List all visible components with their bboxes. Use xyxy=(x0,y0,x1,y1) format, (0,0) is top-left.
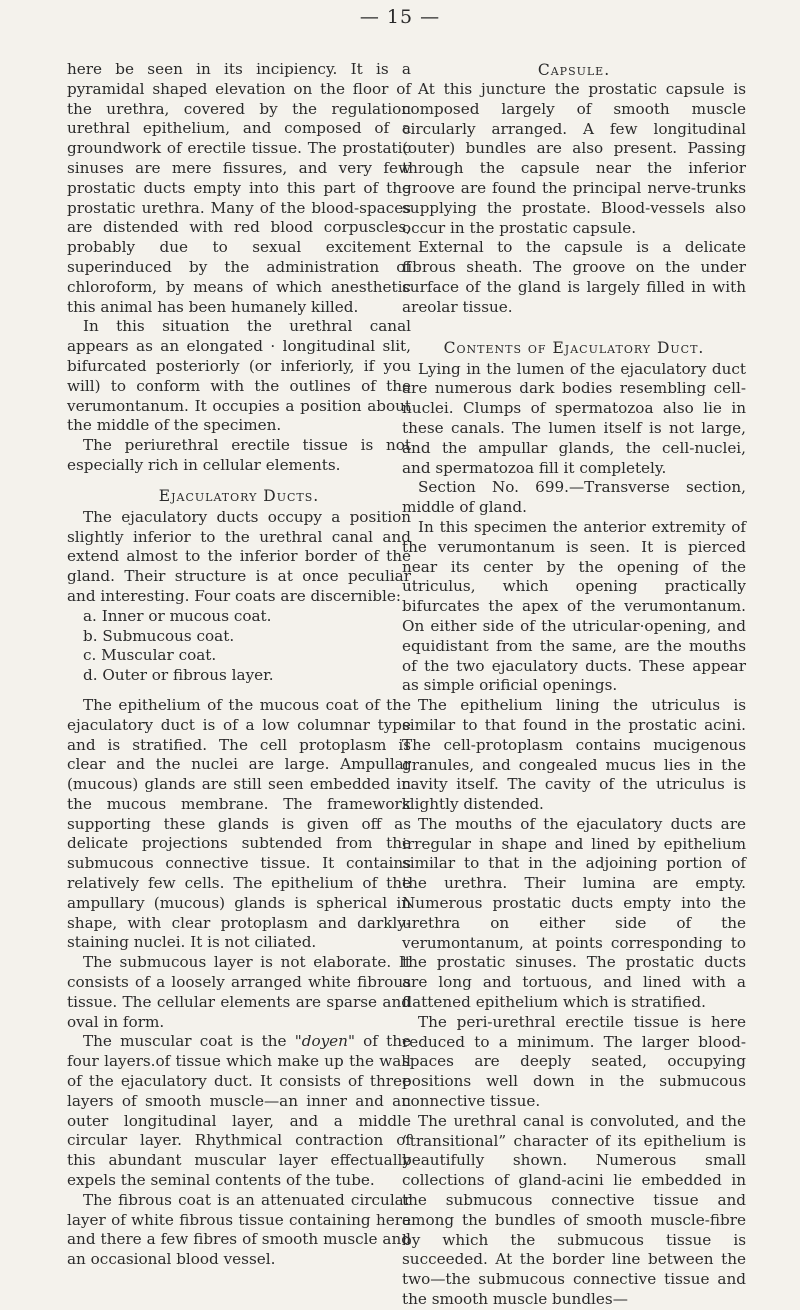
text-run: of the four layers.of tissue which make up the wall of the ejaculatory duct. It consists of three layers of smooth muscle—an inner and an outer longitudinal layer, and a middle circular layer. Rhythmical contraction of this abundant muscular layer effectually expels the seminal contents of the tube. xyxy=(67,1032,412,1190)
paragraph: In this specimen the anterior extremity of the verumontanum is seen. It is pierced near its center by the opening of the utriculus, which opening practically bifurcates the apex of the verumontanum. On either side of the utricular·opening, and equidistant from the same, are the mouths of the two ejaculatory ducts. These appear as simple orificial openings. xyxy=(402,517,746,695)
emphasis: "doyen" xyxy=(294,1032,355,1051)
paragraph xyxy=(67,1032,411,1190)
left-column xyxy=(67,60,411,1270)
list-item: d. Outer or fibrous layer. xyxy=(83,666,274,685)
page-number: — 15 — xyxy=(359,6,441,28)
paragraph: Lying in the lumen of the ejaculatory duct are numerous dark bodies resembling cell-nuclei. Clumps of spermatozoa also lie in these canals. The lumen itself is not large, and the ampullar glands, the cell-nuclei, and spermatozoa fill it completely. xyxy=(402,359,746,477)
list-item: c. Muscular coat. xyxy=(83,646,217,665)
paragraph: In this situation the urethral canal appears as an elongated · longitudinal slit, bifurcated posteriorly (or inferiorly, if you will) to conform with the outlines of the verumontanum. It occupies a position about the middle of the specimen. xyxy=(67,317,411,435)
paragraph: The mouths of the ejaculatory ducts are irregular in shape and lined by epithelium similar to that in the adjoining portion of the urethra. Their lumina are empty. Numerous prostatic ducts empty into the urethra on either side of the verumontanum, at points corresponding to the prostatic sinuses. The prostatic ducts are long and tortuous, and lined with a flattened epithelium which is stratified. xyxy=(402,814,746,1012)
section-heading-capsule: Capsule. xyxy=(537,61,611,79)
paragraph: The epithelium lining the utriculus is similar to that found in the prostatic acini. The cell-protoplasm contains mucigenous granules, and congealed mucus lies in the cavity itself. The cavity of the utriculus is slightly distended. xyxy=(402,696,746,814)
paragraph: The submucous layer is not elaborate. It consists of a loosely arranged white fibrous tissue. The cellular elements are sparse and oval in form. xyxy=(67,953,411,1031)
paragraph: The urethral canal is convoluted, and the “transitional” character of its epithelium is beautifully shown. Numerous small collections of gland-acini lie embedded in the submucous connective tissue and among the bundles of smooth muscle-fibre by which the submucous tissue is succeeded. At the border line between the two—the submucous connective tissue and the smooth muscle bundles— xyxy=(402,1111,746,1309)
paragraph: At this juncture the prostatic capsule is composed largely of smooth muscle circularly arranged. A few longitudinal (outer) bundles are also present. Passing through the capsule near the inferior groove are found the principal nerve-trunks supplying the prostate. Blood-vessels also occur in the prostatic capsule. xyxy=(402,80,746,237)
paragraph: here be seen in its incipiency. It is a pyramidal shaped elevation on the floor of the urethra, covered by the regulation urethral epithelium, and composed of a groundwork of erectile tissue. The prostatic sinuses are mere fissures, and very few prostatic ducts empty into this part of the prostatic urethra. Many of the blood-spaces are distended with red blood corpuscles, probably due to sexual excitement superinduced by the administration of chloroform, by means of which anesthetic this animal has been humanely killed. xyxy=(67,60,411,316)
section-heading-contents: Contents of Ejaculatory Duct. xyxy=(443,338,705,357)
list-item: a. Inner or mucous coat. xyxy=(83,606,272,625)
paragraph: The fibrous coat is an attenuated circular layer of white fibrous tissue containing here and there a few fibres of smooth muscle and an occasional blood vessel. xyxy=(67,1190,411,1269)
section-heading-ejaculatory-ducts: Ejaculatory Ducts. xyxy=(158,486,320,505)
paragraph: The periurethral erectile tissue is not especially rich in cellular elements. xyxy=(67,436,411,474)
text-run: The muscular coat is the xyxy=(83,1032,295,1051)
list-item: b. Submucous coat. xyxy=(83,626,235,645)
right-column xyxy=(402,60,746,1310)
paragraph: Section No. 699.—Transverse section, middle of gland. xyxy=(402,478,746,517)
paragraph: External to the capsule is a delicate fibrous sheath. The groove on the under surface of the gland is largely filled in with areolar tissue. xyxy=(402,238,746,316)
paragraph: The peri-urethral erectile tissue is here reduced to a minimum. The larger blood-spaces are deeply seated, occupying positions well down in the submucous connective tissue. xyxy=(402,1012,746,1111)
coat-list xyxy=(67,607,411,686)
paragraph: The epithelium of the mucous coat of the ejaculatory duct is of a low columnar type and is stratified. The cell protoplasm is clear and the nuclei are large. Ampullar (mucous) glands are still seen embedded in the mucous membrane. The framework supporting these glands is given off as delicate projections subtended from the submucous connective tissue. It contains relatively few cells. The epithelium of the ampullary (mucous) glands is spherical in shape, with clear protoplasm and darkly-staining nuclei. It is not ciliated. xyxy=(67,695,411,952)
paragraph: The ejaculatory ducts occupy a position slightly inferior to the urethral canal and extend almost to the inferior border of the gland. Their structure is at once peculiar and interesting. Four coats are discernible: xyxy=(67,507,411,605)
